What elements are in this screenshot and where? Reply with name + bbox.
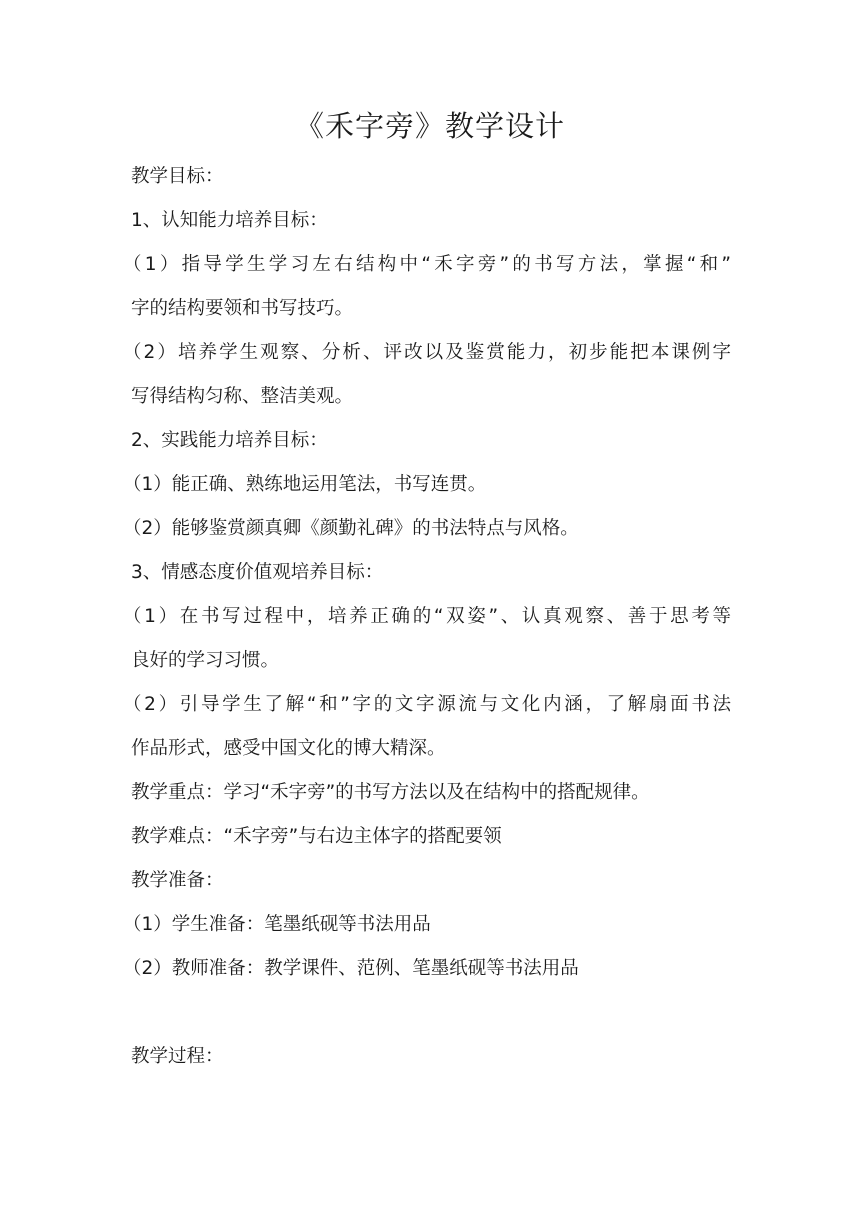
section-heading-preparation: 教学准备： [131,870,224,891]
objective-heading-values: 3、情感态度价值观培养目标： [131,562,384,583]
paragraph-line: （2）教师准备：教学课件、范例、笔墨纸砚等书法用品 [123,958,579,979]
paragraph-line: 字的结构要领和书写技巧。 [131,298,354,319]
objective-heading-practice: 2、实践能力培养目标： [131,430,328,451]
paragraph-line: （2）引导学生了解“和”字的文字源流与文化内涵，了解扇面书法 [123,694,731,715]
document-body [123,155,731,1079]
document-title: 《禾字旁》教学设计 [294,109,565,143]
key-points-line: 教学重点：学习“禾字旁”的书写方法以及在结构中的搭配规律。 [131,782,650,803]
objective-heading-cognitive: 1、认知能力培养目标： [131,210,328,231]
paragraph-line: （1）学生准备：笔墨纸砚等书法用品 [123,914,431,935]
paragraph-line: （1）在书写过程中，培养正确的“双姿”、认真观察、善于思考等 [123,606,731,627]
paragraph-line: （2）能够鉴赏颜真卿《颜勤礼碑》的书法特点与风格。 [123,518,579,539]
paragraph-line: 作品形式，感受中国文化的博大精深。 [131,738,446,759]
section-heading-objectives: 教学目标： [131,166,224,187]
section-heading-process: 教学过程： [131,1046,224,1067]
paragraph-line: （1）能正确、熟练地运用笔法，书写连贯。 [123,474,487,495]
difficult-points-line: 教学难点：“禾字旁”与右边主体字的搭配要领 [131,826,502,847]
paragraph-line: 良好的学习习惯。 [131,650,280,671]
paragraph-line: （2）培养学生观察、分析、评改以及鉴赏能力，初步能把本课例字 [123,342,731,363]
blank-line [131,991,731,1035]
paragraph-line: 写得结构匀称、整洁美观。 [131,386,354,407]
paragraph-line: （1）指导学生学习左右结构中“禾字旁”的书写方法，掌握“和” [123,254,731,275]
